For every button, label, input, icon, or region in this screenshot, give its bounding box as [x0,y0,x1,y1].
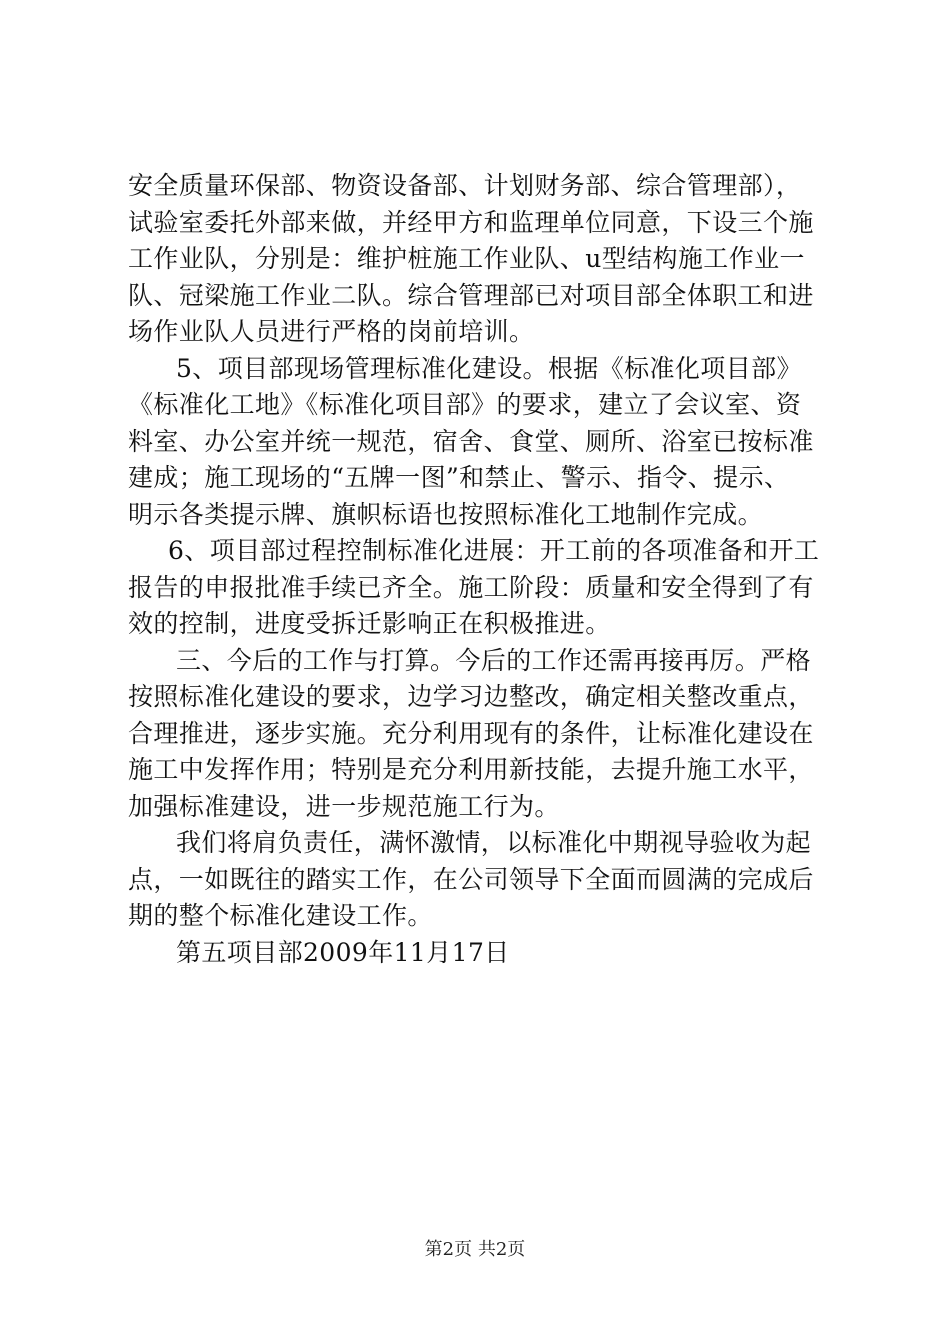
body-line-07: 《标准化工地》《标准化项目部》的要求，建立了会议室、资 [128,390,802,419]
section-5-heading-line: 5、项目部现场管理标准化建设。根据《标准化项目部》 [176,353,802,383]
closing-paragraph-line-3: 期的整个标准化建设工作。 [128,901,433,930]
body-line-13: 效的控制，进度受拆迁影响正在积极推进。 [128,609,611,638]
body-line-04: 队、冠梁施工作业二队。综合管理部已对项目部全体职工和进 [128,280,814,310]
signature-date-line: 第五项目部2009年11月17日 [176,937,510,967]
closing-paragraph-line-2: 点，一如既往的踏实工作，在公司领导下全面而圆满的完成后 [128,864,814,894]
page-number-footer: 第2页 共2页 [424,1239,526,1260]
section-3-heading-line: 三、今后的工作与打算。今后的工作还需再接再厉。严格 [176,645,812,675]
body-line-12: 报告的申报批准手续已齐全。施工阶段：质量和安全得到了有 [128,572,814,602]
section-6-heading-line: 6、项目部过程控制标准化进展：开工前的各项准备和开工 [168,536,820,565]
body-line-16: 合理推进，逐步实施。充分利用现有的条件，让标准化建设在 [128,718,814,748]
body-line-09: 建成；施工现场的“五牌一图”和禁止、警示、指令、提示、 [128,463,790,492]
body-line-03: 工作业队，分别是：维护桩施工作业队、u型结构施工作业一 [128,244,805,273]
body-line-17: 施工中发挥作用；特别是充分利用新技能，去提升施工水平， [128,755,814,784]
body-line-05: 场作业队人员进行严格的岗前培训。 [128,317,535,346]
body-line-18: 加强标准建设，进一步规范施工行为。 [128,791,560,821]
body-line-01: 安全质量环保部、物资设备部、计划财务部、综合管理部）， [128,171,802,200]
closing-paragraph-line-1: 我们将肩负责任，满怀激情，以标准化中期视导验收为起 [176,828,812,857]
body-line-10: 明示各类提示牌、旗帜标语也按照标准化工地制作完成。 [128,499,764,529]
document-body [128,168,832,971]
body-line-08: 料室、办公室并统一规范，宿舍、食堂、厕所、浴室已按标准 [128,426,814,456]
body-line-02: 试验室委托外部来做，并经甲方和监理单位同意，下设三个施 [128,207,814,237]
body-line-15: 按照标准化建设的要求，边学习边整改，确定相关整改重点， [128,682,814,711]
